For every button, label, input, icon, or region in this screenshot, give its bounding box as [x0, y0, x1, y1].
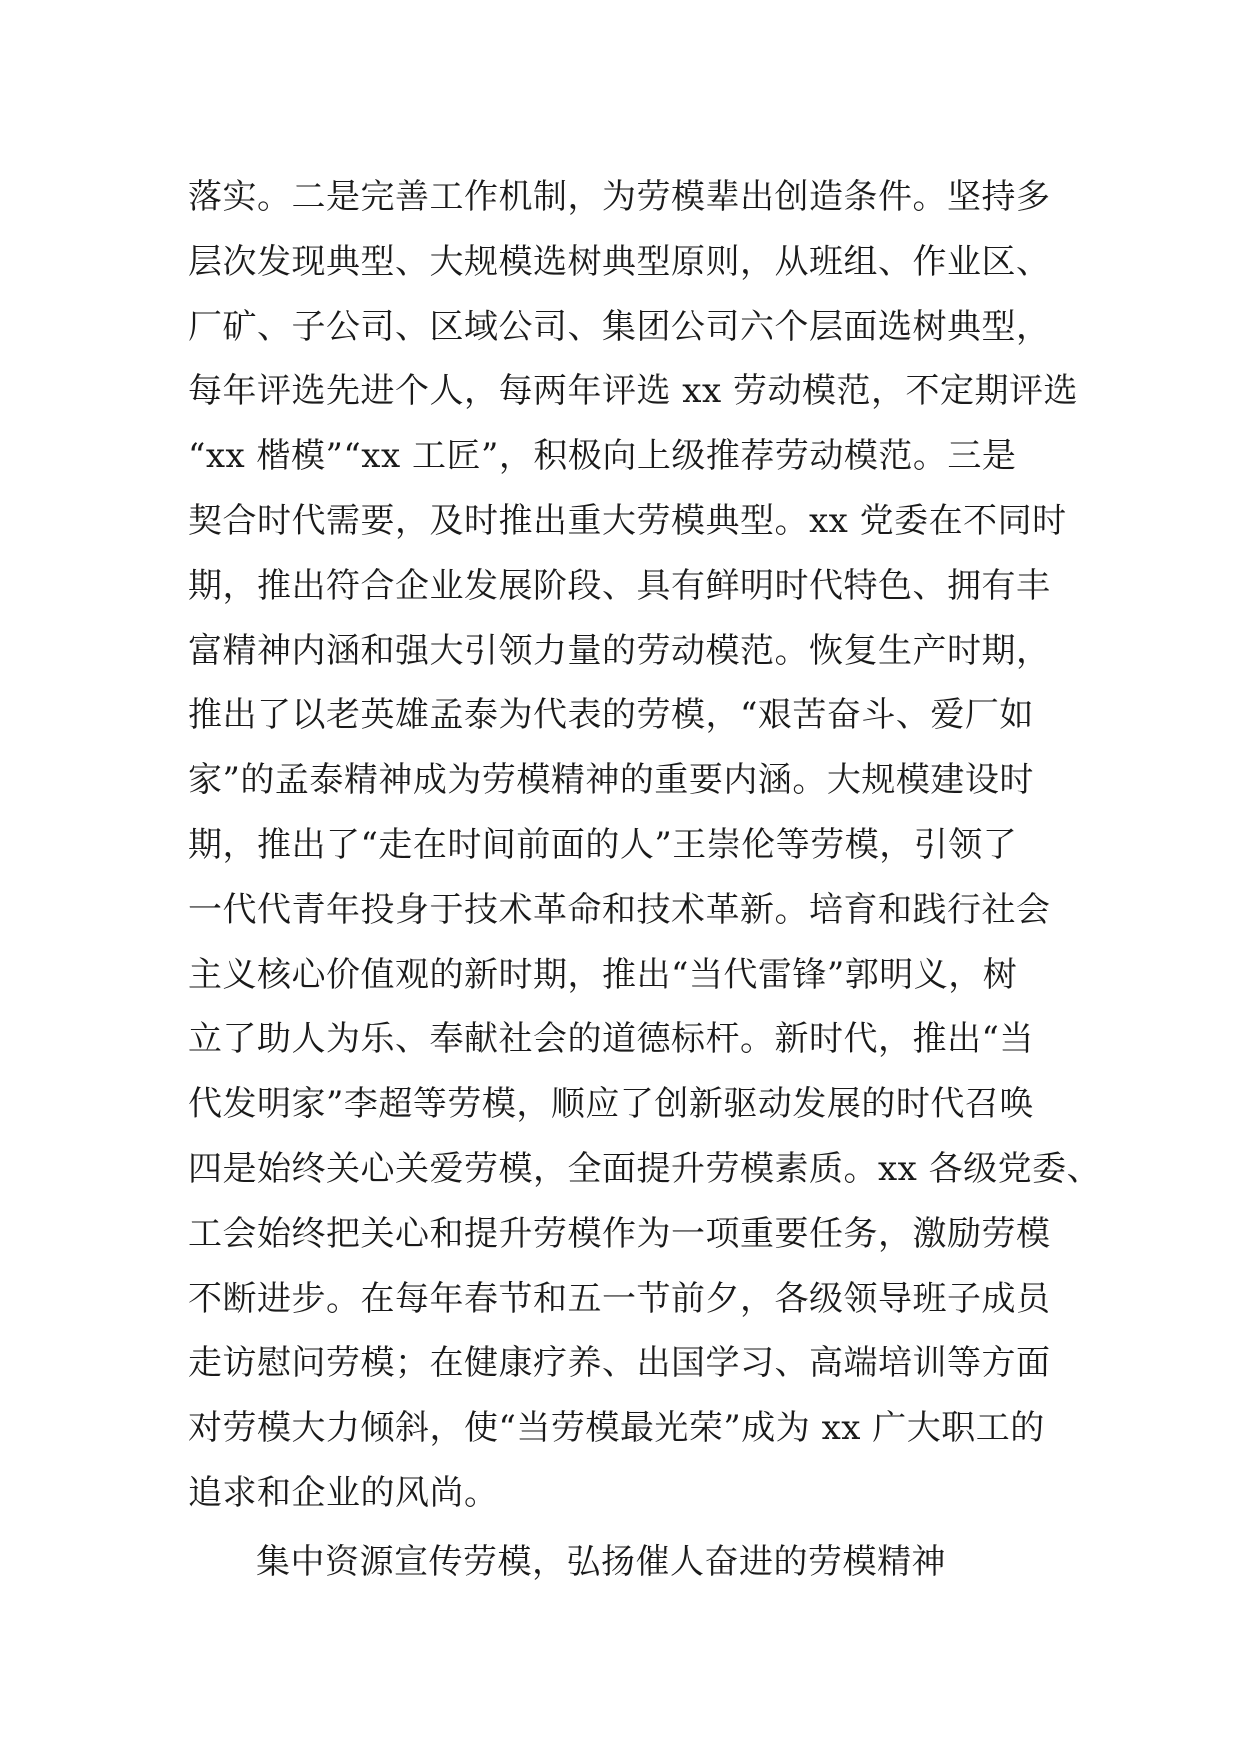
paragraph-line: 每年评选先进个人，每两年评选 xx 劳动模范，不定期评选: [188, 371, 1078, 412]
paragraph-line: 追求和企业的风尚。: [188, 1472, 499, 1513]
paragraph-line: 一代代青年投身于技术革命和技术革新。培育和践行社会: [188, 889, 1051, 930]
paragraph-line: 层次发现典型、大规模选树典型原则，从班组、作业区、: [188, 241, 1051, 282]
paragraph-line: 工会始终把关心和提升劳模作为一项重要任务，激励劳模: [188, 1213, 1051, 1254]
document-body: [188, 165, 1102, 1595]
paragraph-line: 落实。二是完善工作机制，为劳模辈出创造条件。坚持多: [188, 177, 1051, 217]
paragraph-line: 主义核心价值观的新时期，推出“当代雷锋”郭明义，树: [188, 954, 1018, 995]
paragraph-line: 家”的孟泰精神成为劳模精神的重要内涵。大规模建设时: [188, 760, 1034, 801]
section-heading: 集中资源宣传劳模，弘扬催人奋进的劳模精神: [256, 1541, 946, 1582]
paragraph-line: 不断进步。在每年春节和五一节前夕，各级领导班子成员: [188, 1278, 1051, 1319]
paragraph-line: 厂矿、子公司、区域公司、集团公司六个层面选树典型，: [188, 306, 1051, 347]
paragraph-line: 走访慰问劳模；在健康疗养、出国学习、高端培训等方面: [188, 1343, 1051, 1384]
paragraph-line: 富精神内涵和强大引领力量的劳动模范。恢复生产时期，: [188, 630, 1051, 671]
paragraph-line: 期，推出了“走在时间前面的人”王崇伦等劳模，引领了: [188, 824, 1018, 865]
paragraph-line: 期，推出符合企业发展阶段、具有鲜明时代特色、拥有丰: [188, 565, 1051, 606]
paragraph-line: 契合时代需要，及时推出重大劳模典型。xx 党委在不同时: [188, 500, 1067, 541]
paragraph-line: 四是始终关心关爱劳模，全面提升劳模素质。xx 各级党委、: [188, 1148, 1102, 1189]
paragraph-line: 推出了以老英雄孟泰为代表的劳模，“艰苦奋斗、爱厂如: [188, 695, 1034, 736]
paragraph-line: 对劳模大力倾斜，使“当劳模最光荣”成为 xx 广大职工的: [188, 1408, 1045, 1449]
paragraph-line: 立了助人为乐、奉献社会的道德标杆。新时代，推出“当: [188, 1019, 1034, 1060]
paragraph-line: 代发明家”李超等劳模，顺应了创新驱动发展的时代召唤: [188, 1084, 1034, 1125]
paragraph-line: “xx 楷模”“xx 工匠”，积极向上级推荐劳动模范。三是: [188, 436, 1017, 477]
